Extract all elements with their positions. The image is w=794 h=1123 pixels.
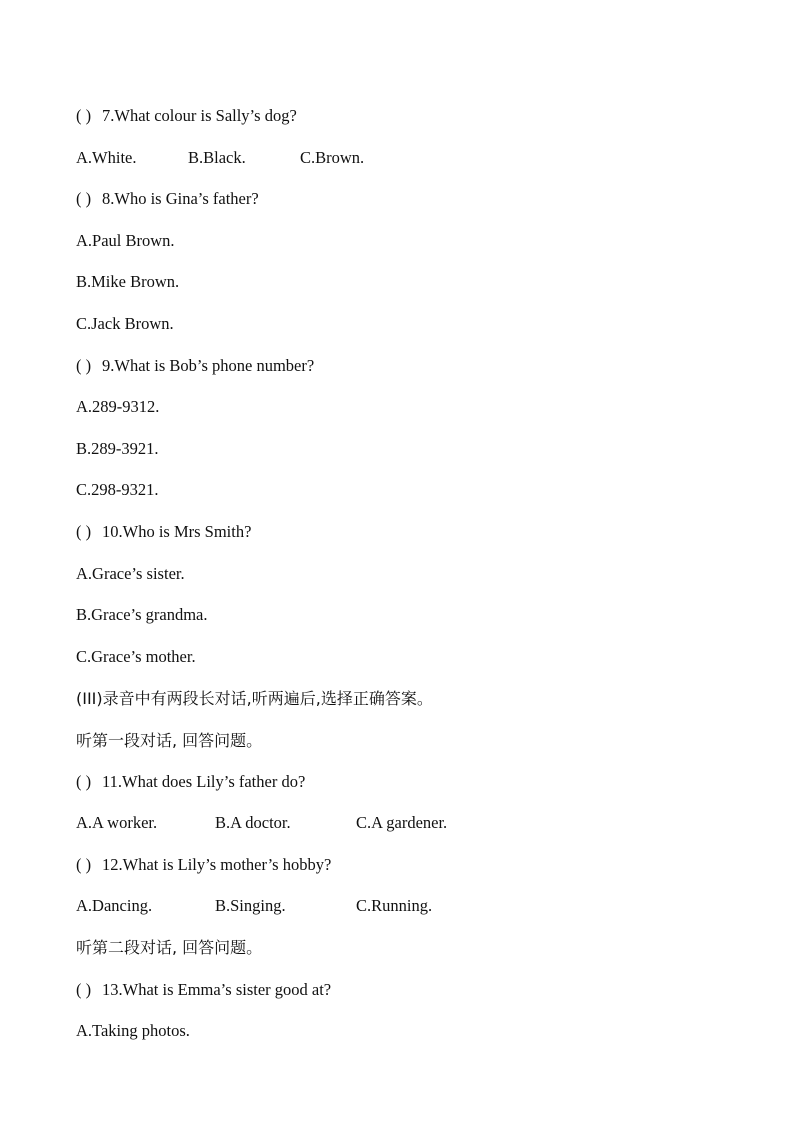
- answer-blank: ( ): [76, 772, 92, 791]
- answer-blank: ( ): [76, 980, 92, 999]
- question-7: [76, 103, 297, 129]
- answer-blank: ( ): [76, 189, 92, 208]
- question-9-option-b: B.289-3921.: [76, 439, 159, 458]
- option-a: A.White.: [76, 148, 137, 167]
- question-12: [76, 852, 331, 878]
- option-b: B.Black.: [188, 148, 246, 167]
- question-8-option-c: C.Jack Brown.: [76, 314, 174, 333]
- question-11: [76, 769, 305, 795]
- option-b: B.Singing.: [215, 896, 286, 915]
- question-12-options: [76, 893, 496, 919]
- question-8: [76, 186, 259, 212]
- answer-blank: ( ): [76, 522, 92, 541]
- option-c: C.Running.: [356, 896, 433, 915]
- question-10-option-b: B.Grace’s grandma.: [76, 605, 208, 624]
- question-10-option-a: A.Grace’s sister.: [76, 564, 185, 583]
- question-text: 9.What is Bob’s phone number?: [102, 356, 315, 375]
- question-9: [76, 353, 314, 379]
- option-b: B.A doctor.: [215, 813, 291, 832]
- question-9-option-c: C.298-9321.: [76, 480, 159, 499]
- option-c: C.A gardener.: [356, 813, 448, 832]
- question-text: 13.What is Emma’s sister good at?: [102, 980, 332, 999]
- question-8-option-b: B.Mike Brown.: [76, 272, 180, 291]
- answer-blank: ( ): [76, 106, 92, 125]
- question-10-option-c: C.Grace’s mother.: [76, 647, 196, 666]
- question-8-option-a: A.Paul Brown.: [76, 231, 175, 250]
- option-c: C.Brown.: [300, 148, 365, 167]
- question-text: 8.Who is Gina’s father?: [102, 189, 259, 208]
- question-text: 12.What is Lily’s mother’s hobby?: [102, 855, 332, 874]
- answer-blank: ( ): [76, 356, 92, 375]
- section-3-heading: (III)录音中有两段长对话,听两遍后,选择正确答案。: [76, 689, 433, 708]
- question-text: 11.What does Lily’s father do?: [102, 772, 306, 791]
- dialogue-1-heading: 听第一段对话, 回答问题。: [76, 731, 263, 750]
- question-13: [76, 977, 331, 1003]
- question-7-options: [76, 145, 476, 171]
- question-text: 7.What colour is Sally’s dog?: [102, 106, 297, 125]
- question-text: 10.Who is Mrs Smith?: [102, 522, 252, 541]
- question-10: [76, 519, 251, 545]
- question-13-option-a: A.Taking photos.: [76, 1021, 190, 1040]
- dialogue-2-heading: 听第二段对话, 回答问题。: [76, 938, 263, 957]
- answer-blank: ( ): [76, 855, 92, 874]
- question-9-option-a: A.289-9312.: [76, 397, 160, 416]
- option-a: A.A worker.: [76, 813, 158, 832]
- question-11-options: [76, 810, 496, 836]
- option-a: A.Dancing.: [76, 896, 153, 915]
